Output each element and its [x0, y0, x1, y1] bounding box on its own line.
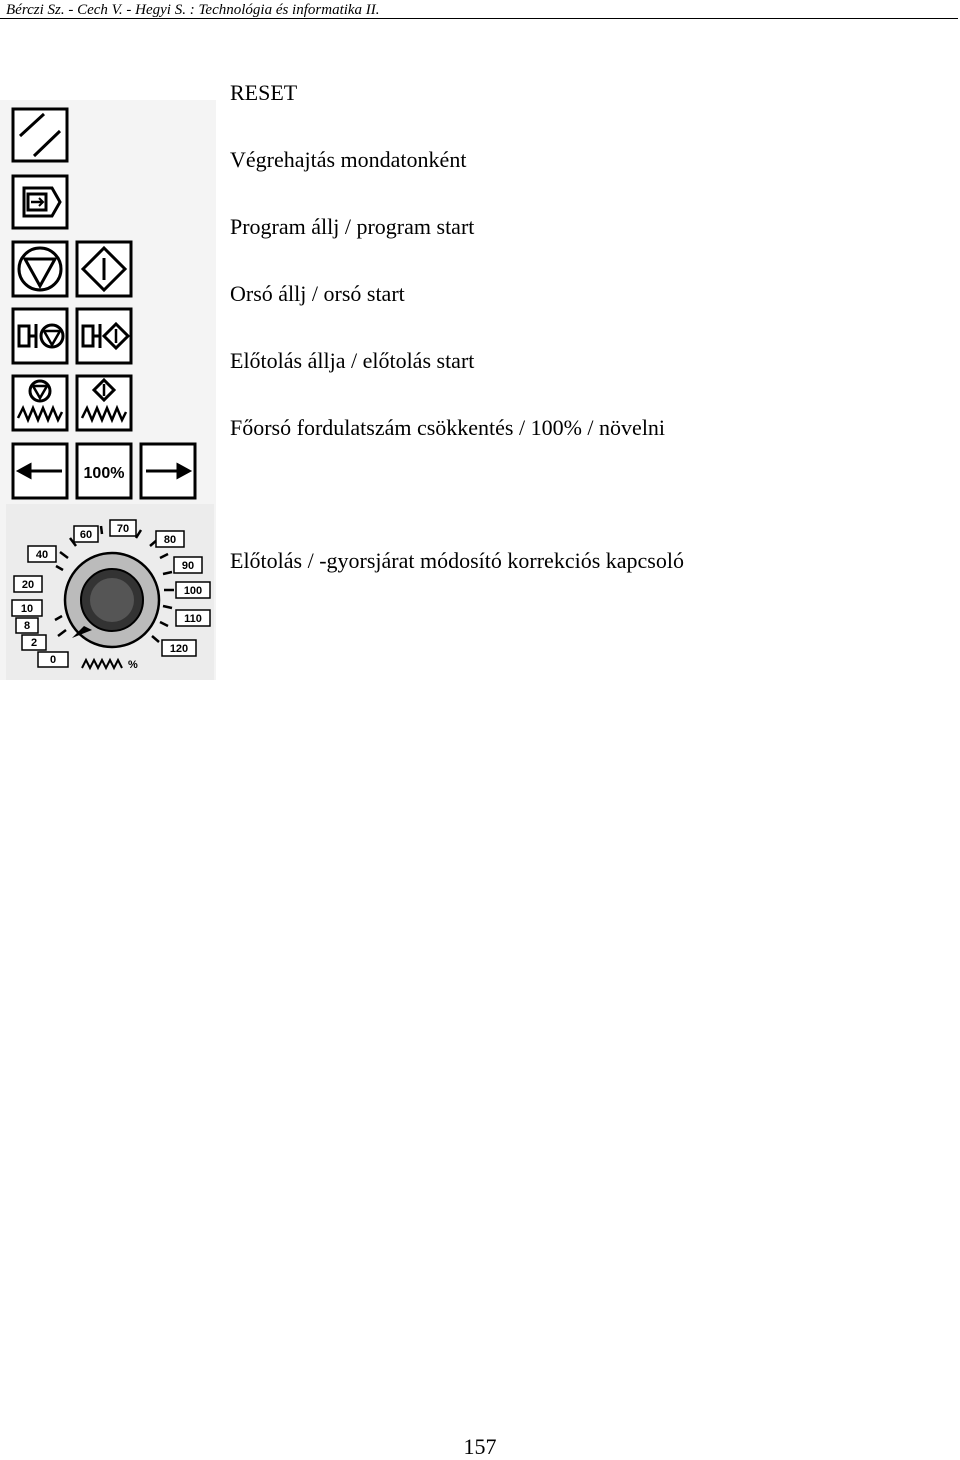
program-stop-icon — [13, 242, 67, 296]
dial-mark-2: 2 — [30, 637, 38, 649]
single-block-icon — [13, 176, 67, 228]
dial-mark-110: 110 — [184, 613, 202, 625]
spindle-speed-decrease-icon — [13, 444, 67, 498]
dial-mark-90: 90 — [181, 560, 195, 572]
spindle-stop-icon — [13, 309, 67, 363]
feed-stop-icon — [13, 376, 67, 430]
label-spindle-speed: Főorsó fordulatszám csökkentés / 100% / növelni — [230, 415, 666, 440]
dial-mark-80: 80 — [163, 534, 177, 546]
page-number: 157 — [463, 1434, 497, 1459]
dial-mark-120: 120 — [169, 643, 189, 655]
spindle-start-icon — [77, 309, 131, 363]
reset-button-icon — [13, 109, 67, 161]
feed-override-dial-icon — [6, 504, 214, 680]
dial-mark-20: 20 — [21, 579, 35, 591]
label-feed-stop-start: Előtolás állja / előtolás start — [230, 348, 475, 373]
dial-unit-label: % — [128, 659, 138, 671]
percent-button-label: 100% — [83, 465, 125, 482]
feed-start-icon — [77, 376, 131, 430]
label-feed-override: Előtolás / -gyorsjárat módosító korrekciós kapcsoló — [230, 548, 684, 573]
dial-mark-0: 0 — [49, 654, 57, 666]
label-single-block: Végrehajtás mondatonként — [230, 147, 467, 172]
dial-mark-8: 8 — [23, 620, 31, 632]
dial-mark-70: 70 — [116, 523, 130, 535]
spindle-speed-100-percent-icon — [77, 444, 131, 498]
program-start-icon — [77, 242, 131, 296]
dial-mark-60: 60 — [79, 529, 93, 541]
label-program-stop-start: Program állj / program start — [230, 214, 475, 239]
label-reset: RESET — [230, 80, 298, 105]
dial-mark-10: 10 — [20, 603, 34, 615]
running-header: Bérczi Sz. - Cech V. - Hegyi S. : Technológia és informatika II. — [6, 2, 380, 18]
control-panel-icons — [0, 100, 216, 685]
header-rule — [0, 18, 958, 19]
spindle-speed-increase-icon — [141, 444, 195, 498]
dial-mark-100: 100 — [183, 585, 203, 597]
label-spindle-stop-start: Orsó állj / orsó start — [230, 281, 405, 306]
dial-mark-40: 40 — [35, 549, 49, 561]
